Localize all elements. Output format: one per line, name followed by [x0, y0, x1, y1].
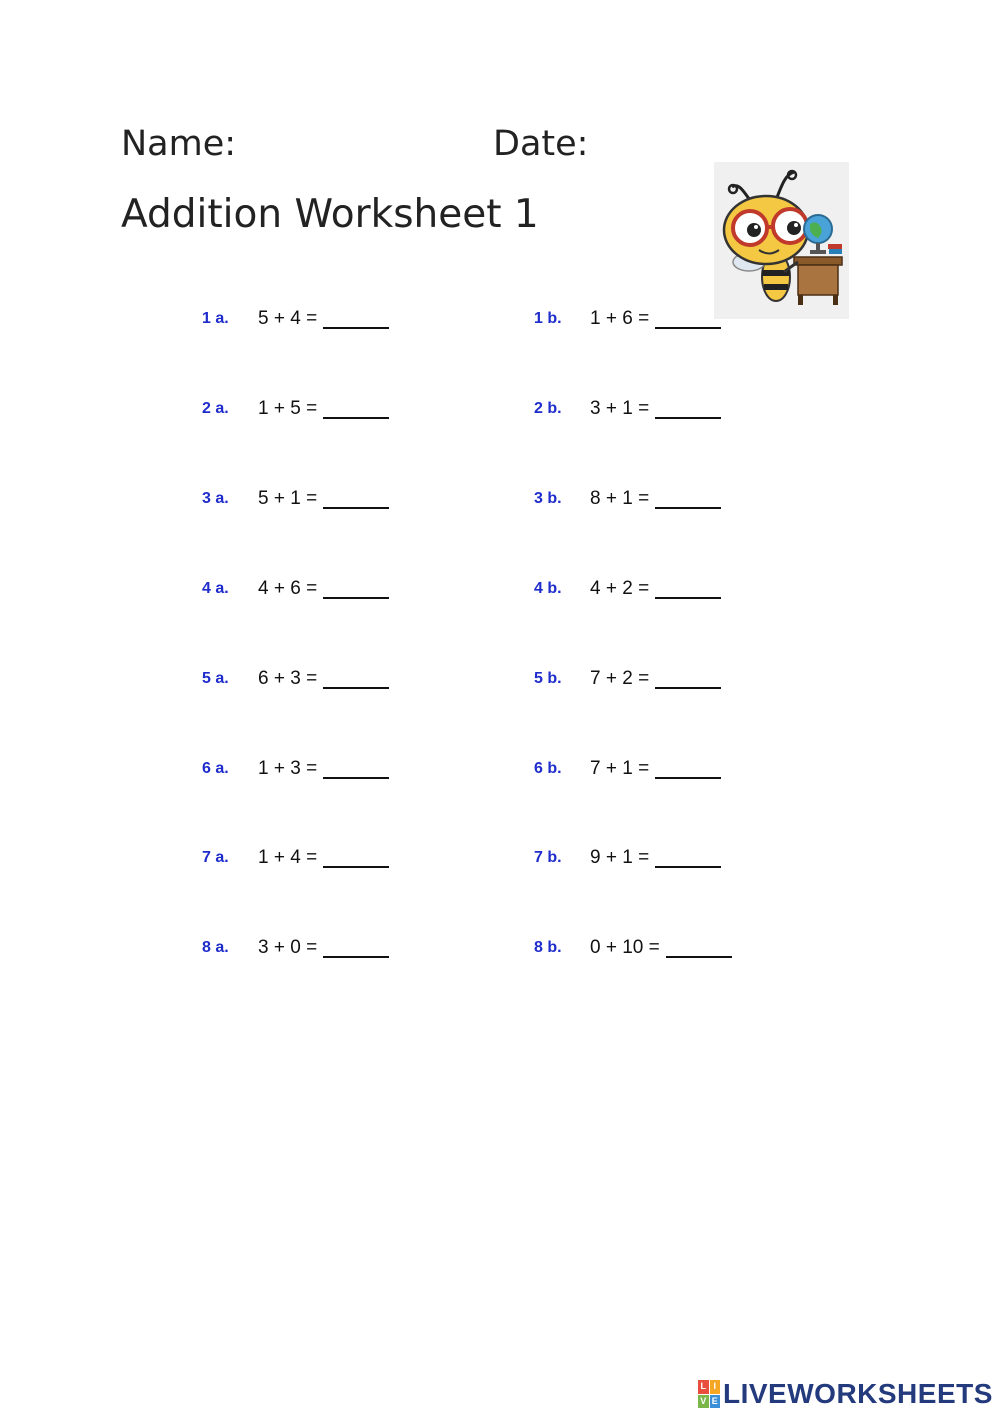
- problem-8b: [534, 933, 732, 963]
- problem-expression: 6 + 3 =: [258, 668, 318, 689]
- problem-6a: [202, 754, 389, 784]
- problem-6b: [534, 754, 721, 784]
- worksheet-title: Addition Worksheet 1: [121, 192, 539, 237]
- problem-2b: [534, 394, 721, 424]
- problem-expression: 1 + 5 =: [258, 398, 318, 419]
- answer-blank[interactable]: [655, 848, 721, 868]
- liveworksheets-brand: LIVEWORKSHEETS: [723, 1378, 993, 1409]
- problem-number: 5 b.: [534, 670, 562, 687]
- problem-number: 3 b.: [534, 490, 562, 507]
- answer-blank[interactable]: [655, 309, 721, 329]
- problem-number: 1 b.: [534, 310, 562, 327]
- problem-5b: [534, 664, 721, 694]
- answer-blank[interactable]: [323, 309, 389, 329]
- logo-letter: E: [710, 1395, 721, 1409]
- problem-number: 7 b.: [534, 849, 562, 866]
- logo-letter: L: [698, 1380, 709, 1394]
- logo-letter: V: [698, 1395, 709, 1409]
- problem-number: 5 a.: [202, 670, 229, 687]
- problem-number: 1 a.: [202, 310, 229, 327]
- problem-expression: 0 + 10 =: [590, 937, 660, 958]
- logo-letter: I: [710, 1380, 721, 1394]
- problem-expression: 4 + 6 =: [258, 578, 318, 599]
- problem-expression: 7 + 1 =: [590, 758, 650, 779]
- answer-blank[interactable]: [666, 938, 732, 958]
- problem-expression: 4 + 2 =: [590, 578, 650, 599]
- problem-number: 3 a.: [202, 490, 229, 507]
- problem-expression: 7 + 2 =: [590, 668, 650, 689]
- problem-7b: [534, 843, 721, 873]
- liveworksheets-logo: [698, 1378, 993, 1410]
- problem-1a: [202, 304, 389, 334]
- problem-8a: [202, 933, 389, 963]
- answer-blank[interactable]: [323, 759, 389, 779]
- problem-expression: 1 + 4 =: [258, 847, 318, 868]
- answer-blank[interactable]: [323, 399, 389, 419]
- answer-blank[interactable]: [655, 759, 721, 779]
- problem-5a: [202, 664, 389, 694]
- answer-blank[interactable]: [655, 669, 721, 689]
- problem-expression: 1 + 3 =: [258, 758, 318, 779]
- answer-blank[interactable]: [655, 579, 721, 599]
- problem-number: 7 a.: [202, 849, 229, 866]
- problem-expression: 3 + 0 =: [258, 937, 318, 958]
- date-label: Date:: [493, 124, 589, 164]
- problem-number: 8 b.: [534, 939, 562, 956]
- problem-3a: [202, 484, 389, 514]
- problem-2a: [202, 394, 389, 424]
- problem-expression: 3 + 1 =: [590, 398, 650, 419]
- problem-number: 4 b.: [534, 580, 562, 597]
- problem-number: 6 a.: [202, 760, 229, 777]
- problem-expression: 5 + 4 =: [258, 308, 318, 329]
- answer-blank[interactable]: [323, 848, 389, 868]
- problem-4a: [202, 574, 389, 604]
- answer-blank[interactable]: [655, 489, 721, 509]
- problem-number: 4 a.: [202, 580, 229, 597]
- problem-expression: 1 + 6 =: [590, 308, 650, 329]
- problem-number: 8 a.: [202, 939, 229, 956]
- problem-7a: [202, 843, 389, 873]
- problem-expression: 9 + 1 =: [590, 847, 650, 868]
- problem-1b: [534, 304, 721, 334]
- answer-blank[interactable]: [323, 489, 389, 509]
- answer-blank[interactable]: [323, 669, 389, 689]
- problem-number: 2 a.: [202, 400, 229, 417]
- problem-number: 6 b.: [534, 760, 562, 777]
- problem-number: 2 b.: [534, 400, 562, 417]
- problem-expression: 8 + 1 =: [590, 488, 650, 509]
- problem-expression: 5 + 1 =: [258, 488, 318, 509]
- answer-blank[interactable]: [323, 579, 389, 599]
- problem-3b: [534, 484, 721, 514]
- problem-4b: [534, 574, 721, 604]
- name-label: Name:: [121, 124, 237, 164]
- liveworksheets-logo-icon: [698, 1380, 720, 1408]
- answer-blank[interactable]: [655, 399, 721, 419]
- answer-blank[interactable]: [323, 938, 389, 958]
